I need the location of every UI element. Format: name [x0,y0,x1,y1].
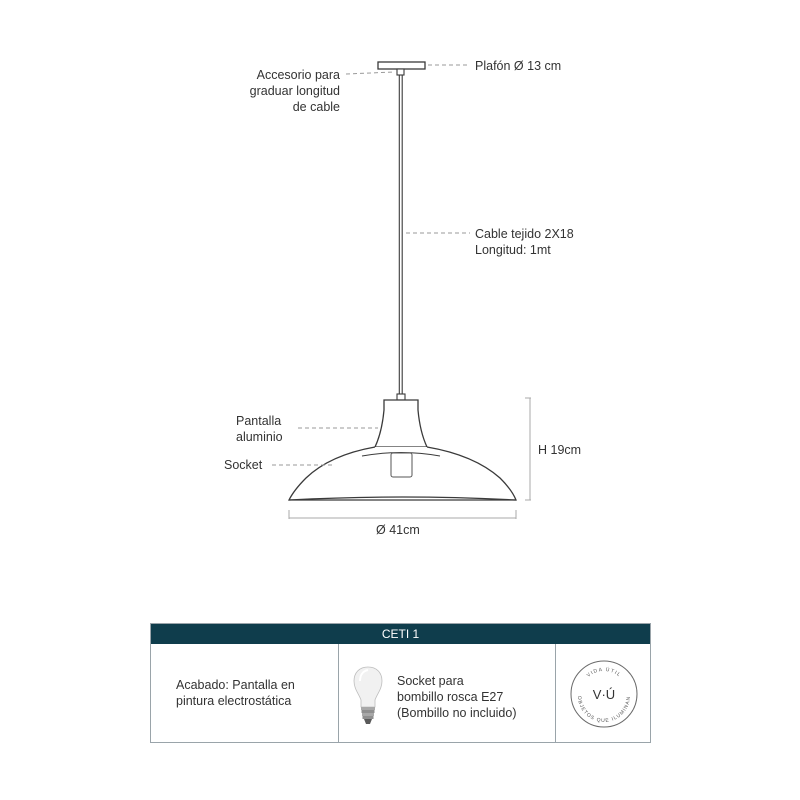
cell-socket [339,644,556,742]
label-cable-line-1: Cable tejido 2X18 [475,227,574,241]
label-socket: Socket [224,458,263,472]
acabado-line-2: pintura electrostática [176,694,292,708]
socket [391,453,412,477]
logo-ring-top: VIDA ÚTIL [585,666,623,679]
socket-info-line-3: (Bombillo no incluido) [397,706,517,720]
cell-logo [556,644,650,742]
leader-accesorio [346,72,394,74]
light-bulb-icon [353,666,383,728]
logo-mark: V·Ú [592,687,616,702]
acabado-text [176,677,326,709]
label-diameter: Ø 41cm [376,523,420,537]
logo-ring-bottom: OBJETOS QUE ILUMINAN [575,695,633,725]
label-accesorio-line-2: graduar longitud [249,84,340,98]
label-pantalla-line-2: aluminio [236,430,283,444]
label-plafon: Plafón Ø 13 cm [475,59,562,73]
socket-info-text [397,673,547,721]
spec-table [150,623,651,743]
spec-table-row [151,644,650,742]
lamp-neck [375,400,427,447]
label-cable [475,226,574,258]
cell-acabado [151,644,339,742]
label-accesorio [250,67,340,115]
ceiling-plate [378,62,425,69]
cable-cap [397,394,405,400]
label-pantalla [236,413,283,445]
cable-adjuster [397,69,404,75]
label-accesorio-line-3: de cable [292,100,340,114]
svg-text:VIDA ÚTIL [586,666,622,679]
vida-util-logo [568,658,640,730]
label-height: H 19cm [538,443,582,457]
acabado-line-1: Acabado: Pantalla en [176,678,295,692]
socket-info-line-2: bombillo rosca E27 [397,690,504,704]
socket-info-line-1: Socket para [397,674,464,688]
label-cable-line-2: Longitud: 1mt [475,243,551,257]
label-pantalla-line-1: Pantalla [236,414,282,428]
label-accesorio-line-1: Accesorio para [256,68,340,82]
spec-table-title: CETI 1 [151,624,650,644]
